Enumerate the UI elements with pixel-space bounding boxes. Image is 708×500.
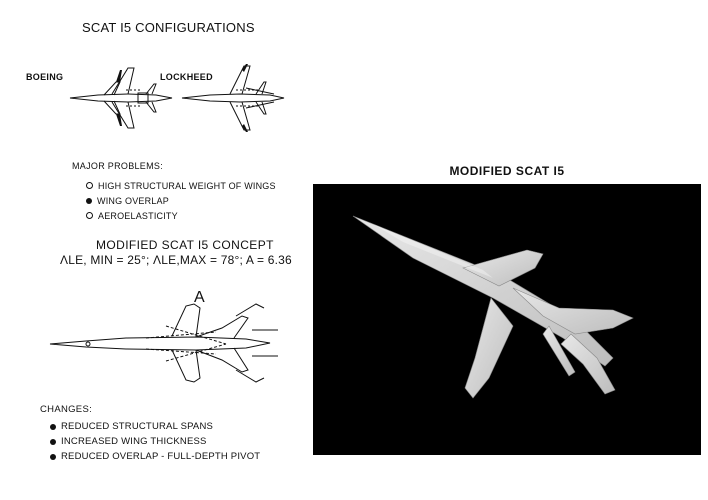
section-marker-label: A [194,289,205,306]
list-item [50,449,260,464]
solid-bullet-icon [50,424,56,430]
list-item [86,178,276,193]
list-item [50,434,260,449]
concept-planform-drawing [46,286,286,396]
hollow-bullet-icon [86,182,93,189]
list-item-text: AEROELASTICITY [98,210,178,221]
list-item-text: WING OVERLAP [97,195,169,206]
solid-bullet-icon [86,198,92,204]
lockheed-label: LOCKHEED [160,72,213,82]
page-title: SCAT I5 CONFIGURATIONS [82,20,255,35]
photo-caption: MODIFIED SCAT I5 [313,158,701,184]
solid-bullet-icon [50,454,56,460]
boeing-label: BOEING [26,72,64,82]
changes-list [50,419,260,464]
concept-parameters: ΛLE, MIN = 25°; ΛLE,MAX = 78°; A = 6.36 [60,253,292,267]
boeing-planform-drawing [68,60,178,140]
list-item [86,193,276,208]
list-item-text: REDUCED OVERLAP - FULL-DEPTH PIVOT [61,451,261,462]
wind-tunnel-model-photo [313,158,701,455]
list-item [50,419,260,434]
list-item [86,208,276,223]
lockheed-planform-drawing [180,60,290,140]
list-item-text: REDUCED STRUCTURAL SPANS [61,421,214,432]
major-problems-list [86,178,276,223]
major-problems-heading: MAJOR PROBLEMS: [72,161,164,171]
list-item-text: INCREASED WING THICKNESS [61,436,207,447]
solid-bullet-icon [50,439,56,445]
hollow-bullet-icon [86,212,93,219]
aircraft-model-image [313,158,701,455]
concept-title: MODIFIED SCAT I5 CONCEPT [96,238,274,252]
changes-heading: CHANGES: [40,404,93,415]
list-item-text: HIGH STRUCTURAL WEIGHT OF WINGS [98,180,276,191]
